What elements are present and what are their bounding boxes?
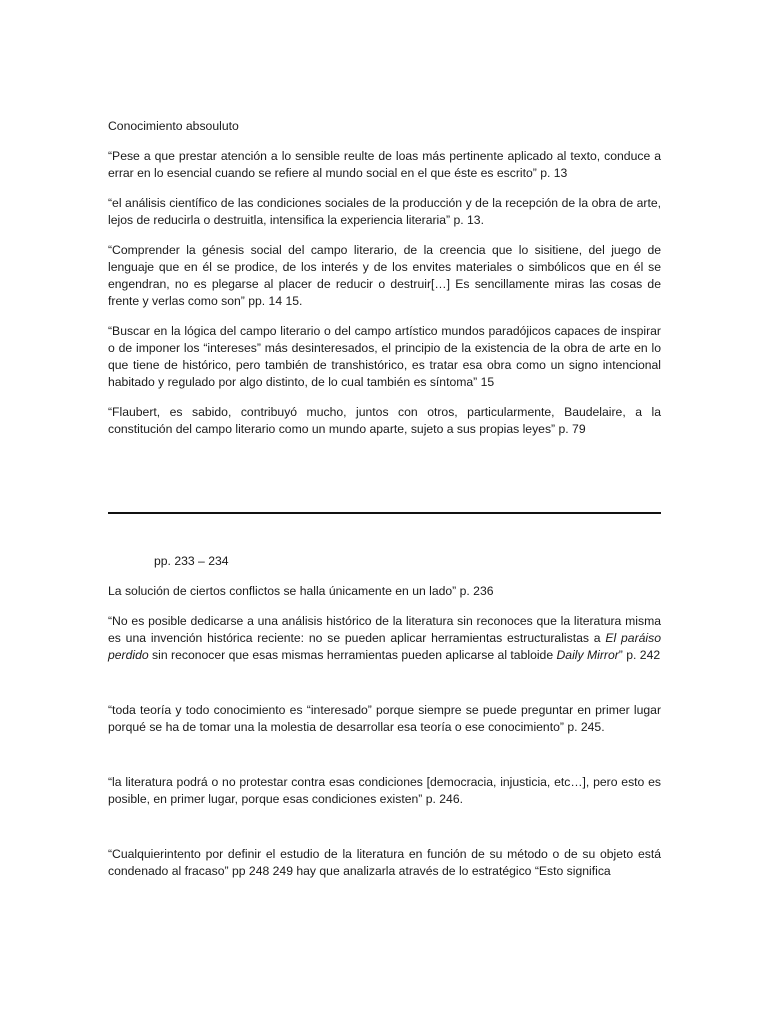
- quote-paragraph-2: “el análisis científico de las condiciones sociales de la producción y de la recepción de la obra de arte, lejos de reducirla o destruitla, intensifica la experiencia literaria” p. 13.: [108, 196, 661, 227]
- horizontal-divider: [108, 512, 661, 514]
- note-paragraph-4: “la literatura podrá o no protestar contra esas condiciones [democracia, injusticia, etc…], pero esto es posible, en primer lugar, porque esas condiciones existen” p. 246.: [108, 775, 661, 806]
- quote-paragraph-4: “Buscar en la lógica del campo literario o del campo artístico mundos paradójicos capaces de inspirar o de imponer los “intereses” más desinteresados, el principio de la existencia de la obra de arte en lo que tiene de histórico, pero también de transhistórico, es tratar esa obra como un signo intencional habitado y regulado por algo distinto, de lo cual también es síntoma” 15: [108, 324, 661, 389]
- note-paragraph-2-text-c: ” p. 242: [618, 648, 661, 662]
- quote-paragraph-3: “Comprender la génesis social del campo literario, de la creencia que lo sisitiene, del juego de lenguaje que en él se prodice, de los interés y de los envites materiales o simbólicos que en él se engendran, no es plegarse al placer de reducir o destruir[…] Es sencillamente miras las cosas de frente y verlas como son” pp. 14 15.: [108, 243, 661, 308]
- note-paragraph-5: “Cualquierintento por definir el estudio de la literatura en función de su método o de su objeto está condenado al fracaso” pp 248 249 hay que analizarla através de lo estratégico “Esto significa: [108, 847, 661, 878]
- page-range-reference: pp. 233 – 234: [154, 554, 229, 568]
- note-paragraph-3: “toda teoría y todo conocimiento es “interesado” porque siempre se puede preguntar en primer lugar porqué se ha de tomar una la molestia de desarrollar esa teoría o ese conocimiento” p. 245.: [108, 703, 661, 734]
- note-paragraph-2-text-b: sin reconocer que esas mismas herramientas pueden aplicarse al tabloide: [148, 648, 557, 662]
- section-2: [108, 553, 661, 880]
- note-paragraph-1: La solución de ciertos conflictos se halla únicamente en un lado” p. 236: [108, 584, 494, 598]
- quote-paragraph-1: “Pese a que prestar atención a lo sensible reulte de loas más pertinente aplicado al texto, conduce a errar en lo esencial cuando se refiere al mundo social en el que éste es escrito” p. 13: [108, 149, 661, 180]
- quote-paragraph-5: “Flaubert, es sabido, contribuyó mucho, juntos con otros, particularmente, Baudelaire, a la constitución del campo literario como un mundo aparte, sujeto a sus propias leyes” p. 79: [108, 405, 661, 436]
- section-1: [108, 118, 661, 438]
- tabloid-title-daily-mirror: Daily Mirror: [556, 648, 619, 662]
- note-paragraph-2-text-a: “No es posible dedicarse a una análisis histórico de la literatura sin reconoces que la literatura misma es una invención histórica reciente: no se pueden aplicar herramientas estructuralistas a: [108, 614, 661, 645]
- section-heading: Conocimiento absouluto: [108, 119, 239, 133]
- book-title-paraiso-perdido: El paráiso perdido: [108, 631, 661, 662]
- note-paragraph-2: [108, 613, 661, 664]
